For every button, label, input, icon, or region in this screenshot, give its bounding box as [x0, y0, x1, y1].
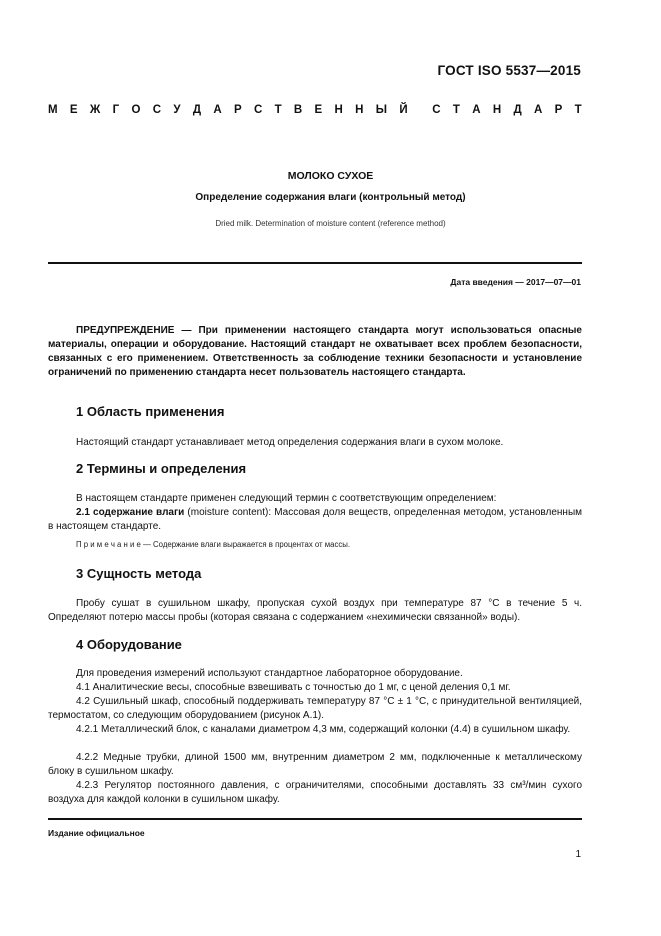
banner-letter: О [131, 104, 141, 116]
banner-letter: С [152, 104, 162, 116]
clause-4-1: 4.1 Аналитические весы, способные взвешивать с точностью до 1 мг, с ценой деления 0,1 мг. [76, 682, 511, 693]
document-title: МОЛОКО СУХОЕ [287, 170, 374, 182]
section-4-intro: Для проведения измерений используют стандартное лабораторное оборудование. [76, 668, 463, 679]
standard-code: ГОСТ ISO 5537—2015 [437, 63, 581, 78]
banner-letter: Г [112, 104, 120, 116]
clause-4-2: 4.2 Сушильный шкаф, способный поддерживать температуру 87 °С ± 1 °С, с принудительной вентиляцией, термостатом, со следующим оборудованием (рисунок А.1). [48, 696, 582, 721]
section-3-text: Пробу сушат в сушильном шкафу, пропуская сухой воздух при температуре 87 °С в течение 5 ч. Определяют потерю массы пробы (которая связана с содержанием «нехимически связанной» воды). [48, 598, 582, 623]
banner-letter: Н [492, 104, 502, 116]
note-text: — Содержание влаги выражается в процентах от массы. [140, 540, 351, 549]
banner-letter: А [472, 104, 481, 116]
banner-letter: Ж [89, 104, 101, 116]
clause-4-2-3: 4.2.3 Регулятор постоянного давления, с ограничителями, способными доставлять 33 см³/мин сухого воздуха для каждой колонки в сушильном шкафу. [48, 780, 582, 805]
banner-letter: Т [274, 104, 282, 116]
section-3-heading: 3 Сущность метода [76, 566, 202, 581]
note-label: П р и м е ч а н и е [76, 540, 141, 549]
clause-4-2-2: 4.2.2 Медные трубки, длиной 1500 мм, внутренним диаметром 2 мм, подключенные к металлическому блоку в сушильном шкафу. [48, 752, 582, 777]
official-edition-label: Издание официальное [48, 828, 145, 838]
banner-letter: Е [69, 104, 78, 116]
banner-letter: Е [314, 104, 323, 116]
banner-letter: Р [233, 104, 242, 116]
banner-letter: Д [192, 104, 202, 116]
interstate-standard-banner [48, 104, 582, 116]
note [76, 540, 350, 549]
banner-letter: Р [554, 104, 563, 116]
footer-divider [48, 818, 582, 820]
banner-letter: А [213, 104, 222, 116]
english-title: Dried milk. Determination of moisture content (reference method) [215, 219, 446, 228]
banner-letter: С [432, 104, 441, 116]
section-1-heading: 1 Область применения [76, 404, 225, 419]
page-number: 1 [575, 849, 581, 860]
term-definition-text: (moisture content): Массовая доля веществ, определенная методом, установленным в настоящем стандарте. [48, 507, 583, 532]
banner-letter: Н [334, 104, 343, 116]
banner-letter: М [48, 104, 58, 116]
term-definition [48, 506, 582, 534]
banner-letter: Ы [375, 104, 388, 116]
banner-letter: Н [355, 104, 364, 116]
clause-4-2-1: 4.2.1 Металлический блок, с каналами диаметром 4,3 мм, содержащий колонки (4.4) в сушильном шкафу. [76, 724, 571, 735]
term-name: содержание влаги [93, 507, 185, 518]
banner-letter: У [173, 104, 181, 116]
section-1-text: Настоящий стандарт устанавливает метод определения содержания влаги в сухом молоке. [76, 437, 504, 448]
banner-letter: Й [399, 104, 408, 116]
term-number: 2.1 [76, 507, 90, 518]
banner-letter: Т [574, 104, 582, 116]
section-4-heading: 4 Оборудование [76, 637, 182, 652]
banner-letter: А [533, 104, 543, 116]
section-2-intro: В настоящем стандарте применен следующий термин с соответствующим определением: [76, 493, 497, 504]
introduction-date: Дата введения — 2017—07—01 [450, 277, 581, 287]
document-subtitle: Определение содержания влаги (контрольный метод) [195, 192, 466, 203]
warning-paragraph: ПРЕДУПРЕЖДЕНИЕ — При применении настоящего стандарта могут использоваться опасные материалы, операции и оборудование. Настоящий стандарт не охватывает всех проблем безопасности, связанных с его применением. Ответственность за соблюдение техники безопасности и установление ограничений по применению стандарта несет пользователь настоящего стандарта. [48, 325, 582, 378]
banner-letter: Т [452, 104, 460, 116]
banner-letter: В [293, 104, 303, 116]
title-divider [48, 262, 582, 264]
banner-letter: С [253, 104, 263, 116]
banner-letter: Д [513, 104, 522, 116]
section-2-heading: 2 Термины и определения [76, 461, 247, 476]
